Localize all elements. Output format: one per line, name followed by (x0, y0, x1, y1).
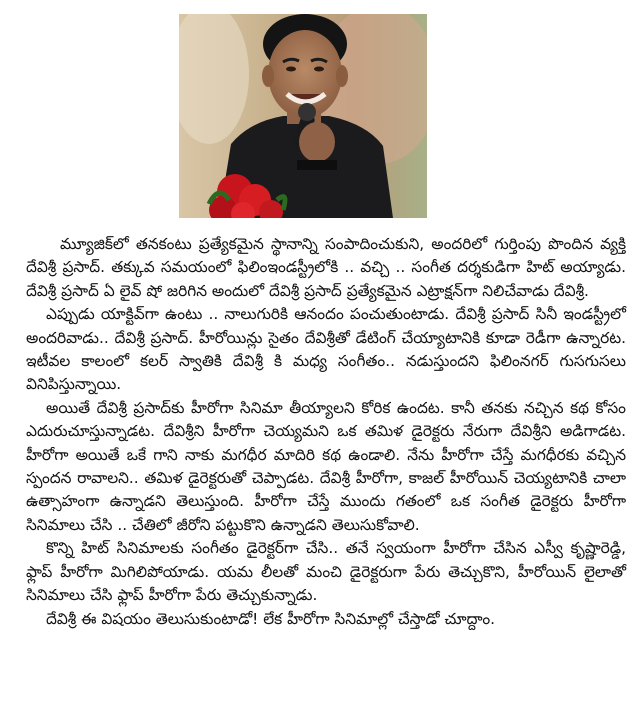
article-paragraph: కొన్ని హిట్ సినిమాలకు సంగీతం డైరెక్టర్‌గా చేసి.. తనే స్వయంగా హీరోగా చేసిన ఎస్వీ కృష్ణారెడ్డి, ఫ్లాప్ హీరోగా మిగిలిపోయాడు. యమ లీలతో మంచి డైరెక్టరుగా పేరు తెచ్చుకొని, హీరోయిన్ లైలాతో సినిమాలు చేసి ఫ్లాప్ హీరోగా పేరు తెచ్చుకున్నాడు. (26, 539, 626, 605)
article-photo (179, 14, 427, 218)
article-paragraph: మ్యూజిక్‌లో తనకంటు ప్రత్యేకమైన స్థానాన్ని సంపాదించుకుని, అందరిలో గుర్తింపు పొందిన వ్యక్తి దేవిశ్రీ ప్రసాద్. తక్కువ సమయంలో ఫిలింఇండస్ట్రీలోకి .. వచ్చి .. సంగీత దర్శకుడిగా హిట్ అయ్యాడు. దేవిశ్రీ ప్రసాద్ ఏ లైవ్ షో జరిగిన అందులో దేవిశ్రీ ప్రసాద్ ప్రత్యేకమైన ఎట్రాక్షన్‌గా నిలిచేవాడు దేవిశ్రీ. (26, 235, 626, 300)
singer-portrait-illustration (179, 14, 427, 218)
article-paragraph: అయితే దేవిశ్రీ ప్రసాద్‌కు హీరోగా సినిమా తీయ్యాలని కోరిక ఉందట. కానీ తనకు నచ్చిన కథ కోసం ఎదురుచూస్తున్నాడట. దేవిశ్రీని హీరోగా చెయ్యమని ఒక తమిళ డైరెక్టరు నేరుగా దేవిశ్రీని అడిగాడట. హీరోగా అయితే ఒకే గాని నాకు మగధీర మాదిరి కథ ఉండాలి. నేను హీరోగా చేస్తే మగధీరకు వచ్చిన స్పందన రావాలని.. తమిళ డైరెక్టరుతో చెప్పాడట. దేవిశ్రీ హీరోగా, కాజల్ హీరోయిన్ చెయ్యటానికి చాలా ఉత్సాహంగా ఉన్నాడని తెలుస్తుంది. హీరోగా చేస్తే ముందు గతంలో ఒక సంగీత డైరెక్టరు హీరోగా సినిమాలు చేసి .. చేతిలో జీరోని పట్టుకొని ఉన్నాడని తెలుసుకోవాలి. (26, 398, 626, 534)
article-body (26, 233, 626, 631)
article-paragraph: ఎప్పుడు యాక్టివ్‌గా ఉంటు .. నాలుగురికి ఆనందం పంచుతుంటాడు. దేవిశ్రీ ప్రసాద్ సినీ ఇండస్ట్రీలో అందరివాడు.. దేవిశ్రీ ప్రసాద్. హీరోయిన్లు సైతం దేవిశ్రీతో డేటింగ్ చేయ్యాటానికి కూడా రెడీగా ఉన్నారట. ఇటీవల కాలంలో కలర్ స్వాతికి దేవిశ్రీ కి మధ్య సంగీతం.. నడుస్తుందని ఫిలింనగర్ గుసగుసలు వినిపిస్తున్నాయి. (26, 305, 626, 394)
article-paragraph: దేవిశ్రీ ఈ విషయం తెలుసుకుంటాడో! లేక హీరోగా సినిమాల్లో చేస్తాడో చూద్దాం. (46, 609, 496, 628)
